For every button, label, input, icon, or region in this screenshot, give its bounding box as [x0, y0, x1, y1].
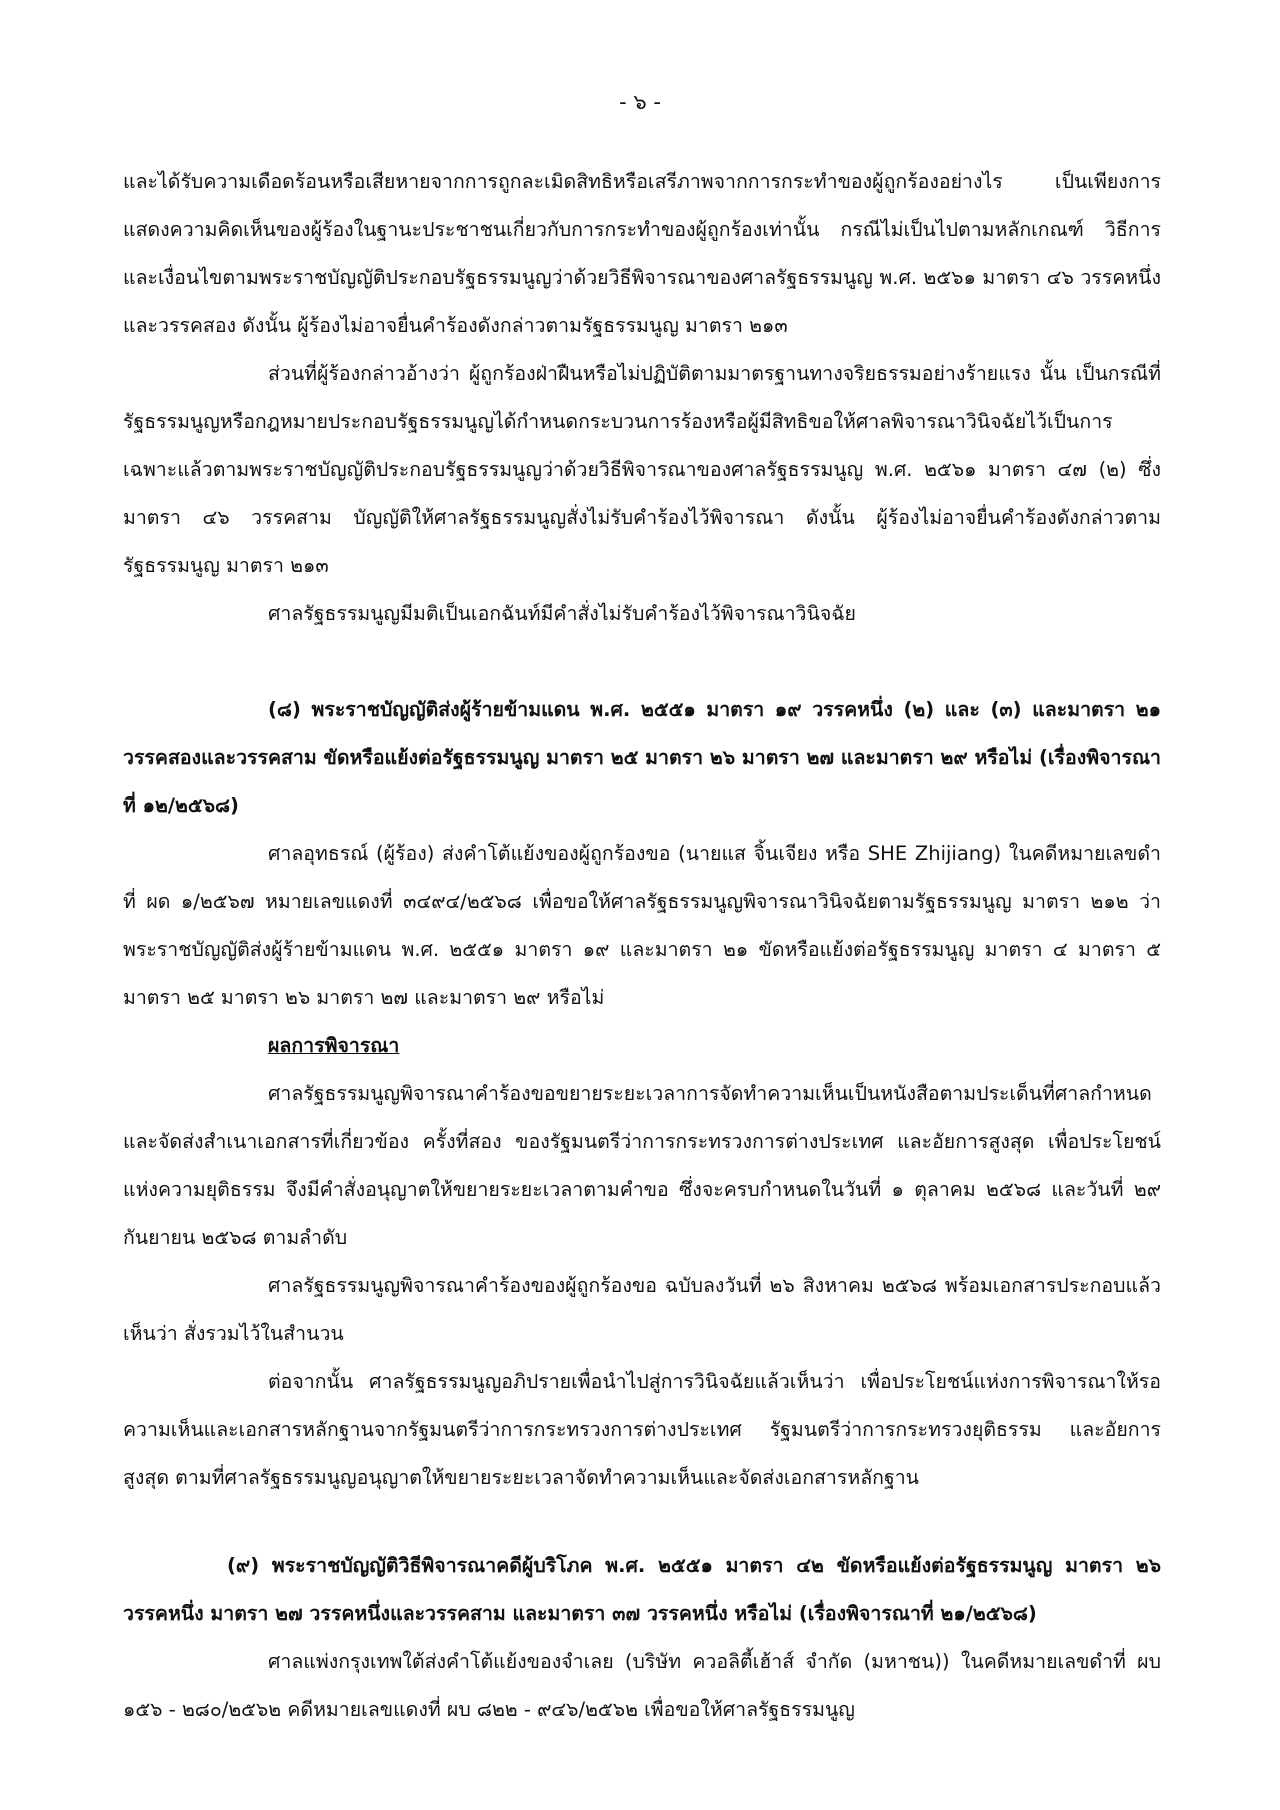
section-8-paragraph-3: ศาลรัฐธรรมนูญพิจารณาคำร้องของผู้ถูกร้องขอ ฉบับลงวันที่ ๒๖ สิงหาคม ๒๕๖๘ พร้อมเอกสารประกอบแล้วเห็นว่า สั่งรวมไว้ในสำนวน: [123, 1274, 1161, 1345]
section-9-heading: (๙) พระราชบัญญัติวิธีพิจารณาคดีผู้บริโภค พ.ศ. ๒๕๕๑ มาตรา ๔๒ ขัดหรือแย้งต่อรัฐธรรมนูญ มาตรา ๒๖ วรรคหนึ่ง มาตรา ๒๗ วรรคหนึ่งและวรรคสาม และมาตรา ๓๗ วรรคหนึ่ง หรือไม่ (เรื่องพิจารณาที่ ๒๑/๒๕๖๘): [123, 1554, 1161, 1625]
section-7-paragraph-1: และได้รับความเดือดร้อนหรือเสียหายจากการถูกละเมิดสิทธิหรือเสรีภาพจากการกระทำของผู้ถูกร้องอย่างไร เป็นเพียงการแสดงความคิดเห็นของผู้ร้องในฐานะประชาชนเกี่ยวกับการกระทำของผู้ถูกร้องเท่านั้น กรณีไม่เป็นไปตามหลักเกณฑ์ วิธีการ และเงื่อนไขตามพระราชบัญญัติประกอบรัฐธรรมนูญว่าด้วยวิธีพิจารณาของศาลรัฐธรรมนูญ พ.ศ. ๒๕๖๑ มาตรา ๔๖ วรรคหนึ่งและวรรคสอง ดังนั้น ผู้ร้องไม่อาจยื่นคำร้องดังกล่าวตามรัฐธรรมนูญ มาตรา ๒๑๓: [123, 170, 1161, 337]
document-body: [123, 158, 1161, 1734]
page-number: - ๖ -: [619, 90, 661, 114]
section-8-heading: (๘) พระราชบัญญัติส่งผู้ร้ายข้ามแดน พ.ศ. ๒๕๕๑ มาตรา ๑๙ วรรคหนึ่ง (๒) และ (๓) และมาตรา ๒๑ วรรคสองและวรรคสาม ขัดหรือแย้งต่อรัฐธรรมนูญ มาตรา ๒๕ มาตรา ๒๖ มาตรา ๒๗ และมาตรา ๒๙ หรือไม่ (เรื่องพิจารณาที่ ๑๒/๒๕๖๘): [123, 698, 1161, 817]
section-8-paragraph-2: ศาลรัฐธรรมนูญพิจารณาคำร้องขอขยายระยะเวลาการจัดทำความเห็นเป็นหนังสือตามประเด็นที่ศาลกำหนดและจัดส่งสำเนาเอกสารที่เกี่ยวข้อง ครั้งที่สอง ของรัฐมนตรีว่าการกระทรวงการต่างประเทศ และอัยการสูงสุด เพื่อประโยชน์แห่งความยุติธรรม จึงมีคำสั่งอนุญาตให้ขยายระยะเวลาตามคำขอ ซึ่งจะครบกำหนดในวันที่ ๑ ตุลาคม ๒๕๖๘ และวันที่ ๒๙ กันยายน ๒๕๖๘ ตามลำดับ: [123, 1082, 1161, 1249]
section-7-paragraph-2: ส่วนที่ผู้ร้องกล่าวอ้างว่า ผู้ถูกร้องฝ่าฝืนหรือไม่ปฏิบัติตามมาตรฐานทางจริยธรรมอย่างร้ายแรง นั้น เป็นกรณีที่รัฐธรรมนูญหรือกฎหมายประกอบรัฐธรรมนูญได้กำหนดกระบวนการร้องหรือผู้มีสิทธิขอให้ศาลพิจารณาวินิจฉัยไว้เป็นการเฉพาะแล้วตามพระราชบัญญัติประกอบรัฐธรรมนูญว่าด้วยวิธีพิจารณาของศาลรัฐธรรมนูญ พ.ศ. ๒๕๖๑ มาตรา ๔๗ (๒) ซึ่งมาตรา ๔๖ วรรคสาม บัญญัติให้ศาลรัฐธรรมนูญสั่งไม่รับคำร้องไว้พิจารณา ดังนั้น ผู้ร้องไม่อาจยื่นคำร้องดังกล่าวตามรัฐธรรมนูญ มาตรา ๒๑๓: [123, 362, 1161, 577]
section-spacer: [123, 638, 1161, 686]
section-9-paragraph-1: ศาลแพ่งกรุงเทพใต้ส่งคำโต้แย้งของจำเลย (บริษัท ควอลิตี้เฮ้าส์ จำกัด (มหาชน)) ในคดีหมายเลขดำที่ ผบ ๑๕๖ - ๒๘๐/๒๕๖๒ คดีหมายเลขแดงที่ ผบ ๘๒๒ - ๙๔๖/๒๕๖๒ เพื่อขอให้ศาลรัฐธรรมนูญ: [123, 1650, 1161, 1721]
section-8-paragraph-1: ศาลอุทธรณ์ (ผู้ร้อง) ส่งคำโต้แย้งของผู้ถูกร้องขอ (นายแส จิ้นเจียง หรือ SHE Zhijiang) ในคดีหมายเลขดำที่ ผด ๑/๒๕๖๗ หมายเลขแดงที่ ๓๔๙๔/๒๕๖๘ เพื่อขอให้ศาลรัฐธรรมนูญพิจารณาวินิจฉัยตามรัฐธรรมนูญ มาตรา ๒๑๒ ว่า พระราชบัญญัติส่งผู้ร้ายข้ามแดน พ.ศ. ๒๕๕๑ มาตรา ๑๙ และมาตรา ๒๑ ขัดหรือแย้งต่อรัฐธรรมนูญ มาตรา ๔ มาตรา ๕ มาตรา ๒๕ มาตรา ๒๖ มาตรา ๒๗ และมาตรา ๒๙ หรือไม่: [123, 842, 1161, 1009]
section-spacer: [123, 1502, 1161, 1542]
section-8-result-label: ผลการพิจารณา: [268, 1034, 400, 1057]
section-8-paragraph-4: ต่อจากนั้น ศาลรัฐธรรมนูญอภิปรายเพื่อนำไปสู่การวินิจฉัยแล้วเห็นว่า เพื่อประโยชน์แห่งการพิจารณาให้รอความเห็นและเอกสารหลักฐานจากรัฐมนตรีว่าการกระทรวงการต่างประเทศ รัฐมนตรีว่าการกระทรวงยุติธรรม และอัยการสูงสุด ตามที่ศาลรัฐธรรมนูญอนุญาตให้ขยายระยะเวลาจัดทำความเห็นและจัดส่งเอกสารหลักฐาน: [123, 1370, 1161, 1489]
section-7-paragraph-3: ศาลรัฐธรรมนูญมีมติเป็นเอกฉันท์มีคำสั่งไม่รับคำร้องไว้พิจารณาวินิจฉัย: [268, 602, 856, 625]
